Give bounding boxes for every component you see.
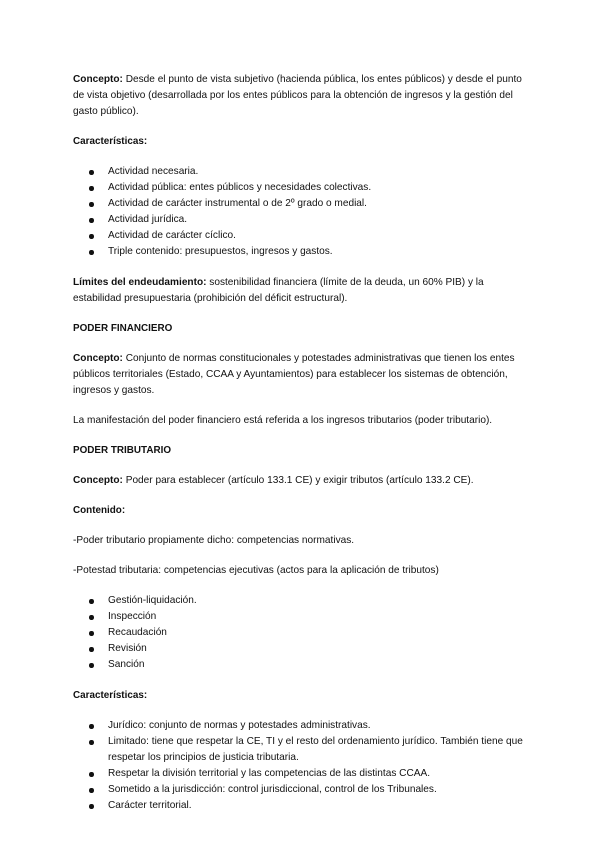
caracteristicas-list-1: [73, 164, 528, 260]
list-item: Actividad de carácter cíclico.: [73, 228, 528, 244]
bullet-icon: [89, 218, 94, 223]
intro-text: Desde el punto de vista subjetivo (hacienda pública, los entes públicos) y desde el punto de vista objetivo (desarrollada por los entes públicos para la obtención de ingresos y la gestión del gasto público).: [73, 74, 522, 117]
caracteristicas-heading-1: Características:: [73, 136, 148, 147]
bullet-icon: [89, 234, 94, 239]
bullet-icon: [89, 615, 94, 620]
bullet-icon: [89, 250, 94, 255]
list-item: Respetar la división territorial y las competencias de las distintas CCAA.: [73, 766, 528, 782]
concepto-label: Concepto:: [73, 353, 123, 364]
limites-text: sostenibilidad financiera (límite de la deuda, un 60% PIB) y la estabilidad presupuestaria (prohibición del déficit estructural).: [73, 277, 484, 304]
list-item: Limitado: tiene que respetar la CE, TI y el resto del ordenamiento jurídico. También tiene que respetar los principios de justicia tributaria.: [73, 734, 528, 766]
contenido-line-1: -Poder tributario propiamente dicho: competencias normativas.: [73, 535, 355, 546]
list-item: Gestión-liquidación.: [73, 593, 528, 609]
list-item: Actividad pública: entes públicos y necesidades colectivas.: [73, 180, 528, 196]
poder-tributario-title: PODER TRIBUTARIO: [73, 445, 172, 456]
contenido-line-2: -Potestad tributaria: competencias ejecutivas (actos para la aplicación de tributos): [73, 565, 439, 576]
limites-label: Límites del endeudamiento:: [73, 277, 207, 288]
bullet-icon: [89, 202, 94, 207]
limites-paragraph: [73, 275, 528, 307]
list-item: Triple contenido: presupuestos, ingresos y gastos.: [73, 244, 528, 260]
list-item: Sometido a la jurisdicción: control jurisdiccional, control de los Tribunales.: [73, 782, 528, 798]
list-item: Revisión: [73, 641, 528, 657]
list-item: Carácter territorial.: [73, 798, 528, 814]
poder-financiero-title: PODER FINANCIERO: [73, 323, 173, 334]
list-item: Jurídico: conjunto de normas y potestades administrativas.: [73, 718, 528, 734]
bullet-icon: [89, 740, 94, 745]
list-item: Actividad jurídica.: [73, 212, 528, 228]
concepto-text: Poder para establecer (artículo 133.1 CE) y exigir tributos (artículo 133.2 CE).: [122, 475, 474, 486]
manifestacion-paragraph: La manifestación del poder financiero está referida a los ingresos tributarios (poder tributario).: [73, 415, 493, 426]
bullet-icon: [89, 647, 94, 652]
list-item: Actividad necesaria.: [73, 164, 528, 180]
bullet-icon: [89, 772, 94, 777]
contenido-heading: Contenido:: [73, 505, 126, 516]
list-item: Inspección: [73, 609, 528, 625]
list-item: Actividad de carácter instrumental o de 2º grado o medial.: [73, 196, 528, 212]
caracteristicas-list-2: [73, 718, 528, 814]
list-item: Recaudación: [73, 625, 528, 641]
caracteristicas-heading-2: Características:: [73, 690, 148, 701]
poder-tributario-concepto: [73, 473, 528, 489]
potestad-list: [73, 593, 528, 673]
concepto-label: Concepto:: [73, 475, 123, 486]
bullet-icon: [89, 631, 94, 636]
bullet-icon: [89, 663, 94, 668]
intro-label: Concepto:: [73, 74, 123, 85]
bullet-icon: [89, 788, 94, 793]
bullet-icon: [89, 170, 94, 175]
bullet-icon: [89, 186, 94, 191]
concepto-text: Conjunto de normas constitucionales y potestades administrativas que tienen los entes públicos territoriales (Estado, CCAA y Ayuntamientos) para establecer los sistemas de obtención, ingresos y gastos.: [73, 353, 515, 396]
list-item: Sanción: [73, 657, 528, 673]
bullet-icon: [89, 724, 94, 729]
bullet-icon: [89, 599, 94, 604]
bullet-icon: [89, 804, 94, 809]
poder-financiero-concepto: [73, 351, 528, 399]
intro-paragraph: [73, 72, 528, 120]
